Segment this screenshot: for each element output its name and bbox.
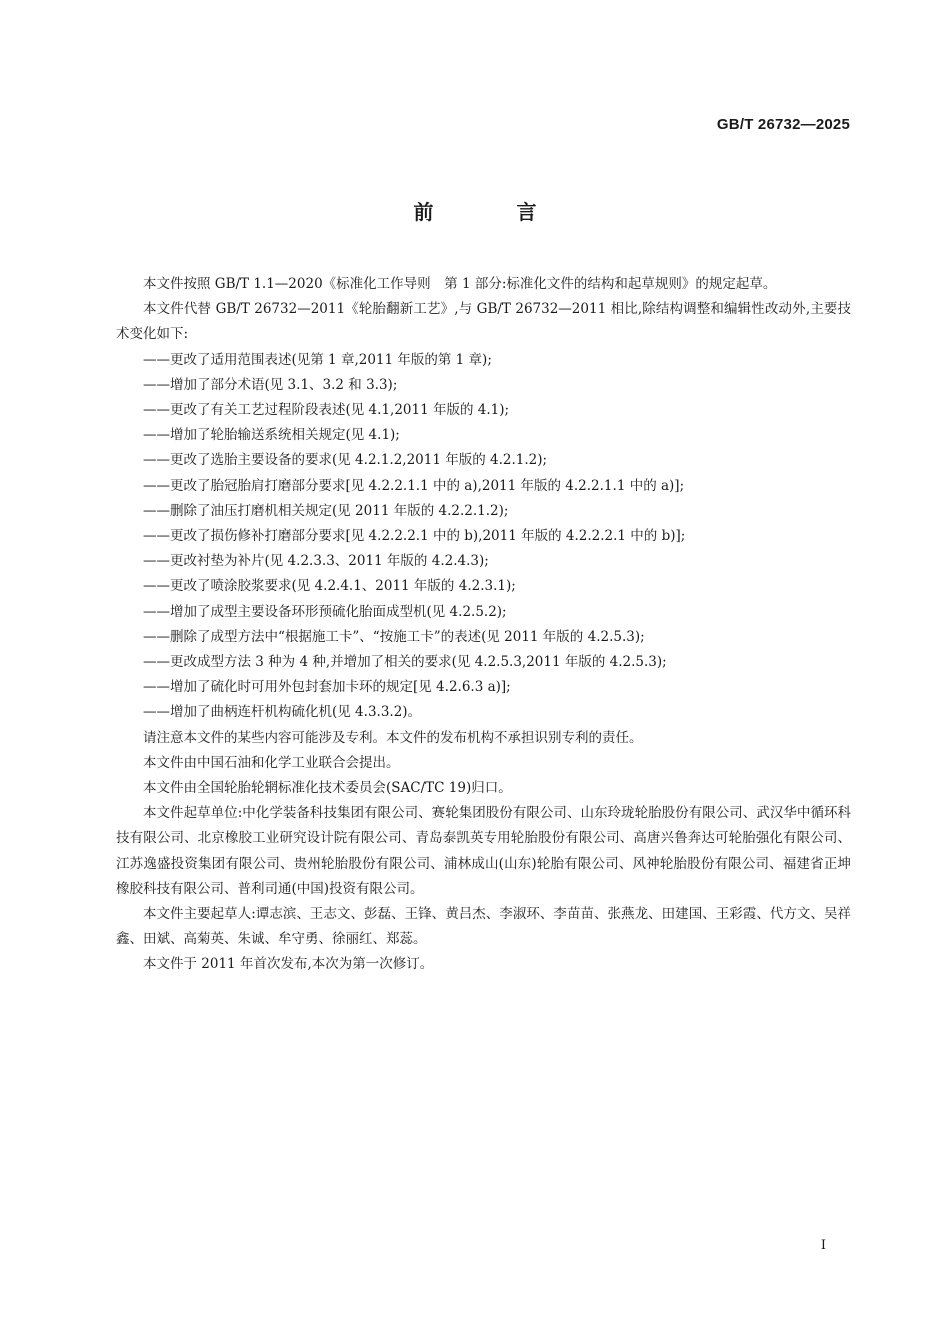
proposer-statement: 本文件由中国石油和化学工业联合会提出。 (143, 754, 400, 771)
change-item: ——删除了油压打磨机相关规定(见 2011 年版的 4.2.2.1.2); (143, 502, 509, 519)
publication-history: 本文件于 2011 年首次发布,本次为第一次修订。 (143, 956, 434, 973)
change-item: ——删除了成型方法中“根据施工卡”、“按施工卡”的表述(见 2011 年版的 4.2.5.3); (143, 628, 645, 645)
document-body (116, 272, 851, 978)
intro-paragraph: 本文件代替 GB/T 26732—2011《轮胎翻新工艺》,与 GB/T 26732—2011 相比,除结构调整和编辑性改动外,主要技术变化如下: (116, 301, 851, 343)
page-title: 前 言 (413, 200, 575, 224)
change-item: ——增加了硫化时可用外包封套加卡环的规定[见 4.2.6.3 a)]; (143, 679, 511, 696)
drafters: 本文件主要起草人:谭志滨、王志文、彭磊、王锋、黄吕杰、李淑环、李苗苗、张燕龙、田建国、王彩霞、代方文、吴祥鑫、田斌、高菊英、朱诚、牟守勇、徐丽红、郑蕊。 (116, 906, 851, 948)
change-item: ——增加了部分术语(见 3.1、3.2 和 3.3); (143, 376, 398, 393)
intro-paragraph: 本文件按照 GB/T 1.1—2020《标准化工作导则 第 1 部分:标准化文件的结构和起草规则》的规定起草。 (143, 276, 777, 292)
committee-statement: 本文件由全国轮胎轮辋标准化技术委员会(SAC/TC 19)归口。 (143, 780, 512, 797)
standard-number: GB/T 26732—2025 (716, 116, 850, 133)
drafting-units: 本文件起草单位:中化学装备科技集团有限公司、赛轮集团股份有限公司、山东玲珑轮胎股份有限公司、武汉华中循环科技有限公司、北京橡胶工业研究设计院有限公司、青岛泰凯英专用轮胎股份有限公司、高唐兴鲁奔达可轮胎强化有限公司、江苏逸盛投资集团有限公司、贵州轮胎股份有限公司、浦林成山(山东)轮胎有限公司、风神轮胎股份有限公司、福建省正坤橡胶科技有限公司、普利司通(中国)投资有限公司。 (116, 805, 851, 897)
change-item: ——更改成型方法 3 种为 4 种,并增加了相关的要求(见 4.2.5.3,2011 年版的 4.2.5.3); (143, 654, 667, 671)
change-item: ——更改衬垫为补片(见 4.2.3.3、2011 年版的 4.2.4.3); (143, 553, 489, 570)
change-item: ——更改了喷涂胶浆要求(见 4.2.4.1、2011 年版的 4.2.3.1); (143, 578, 516, 595)
change-item: ——增加了曲柄连杆机构硫化机(见 4.3.3.2)。 (143, 704, 422, 721)
change-item: ——增加了轮胎输送系统相关规定(见 4.1); (143, 427, 400, 444)
change-item: ——更改了有关工艺过程阶段表述(见 4.1,2011 年版的 4.1); (143, 402, 510, 419)
page-number: I (820, 1238, 826, 1253)
change-item: ——更改了选胎主要设备的要求(见 4.2.1.2,2011 年版的 4.2.1.2); (143, 452, 548, 469)
change-item: ——更改了胎冠胎肩打磨部分要求[见 4.2.2.1.1 中的 a),2011 年版的 4.2.2.1.1 中的 a)]; (143, 477, 685, 494)
change-item: ——增加了成型主要设备环形预硫化胎面成型机(见 4.2.5.2); (143, 603, 507, 620)
patent-notice: 请注意本文件的某些内容可能涉及专利。本文件的发布机构不承担识别专利的责任。 (143, 729, 643, 746)
change-item: ——更改了适用范围表述(见第 1 章,2011 年版的第 1 章); (143, 351, 492, 368)
change-item: ——更改了损伤修补打磨部分要求[见 4.2.2.2.1 中的 b),2011 年版的 4.2.2.2.1 中的 b)]; (143, 528, 686, 545)
